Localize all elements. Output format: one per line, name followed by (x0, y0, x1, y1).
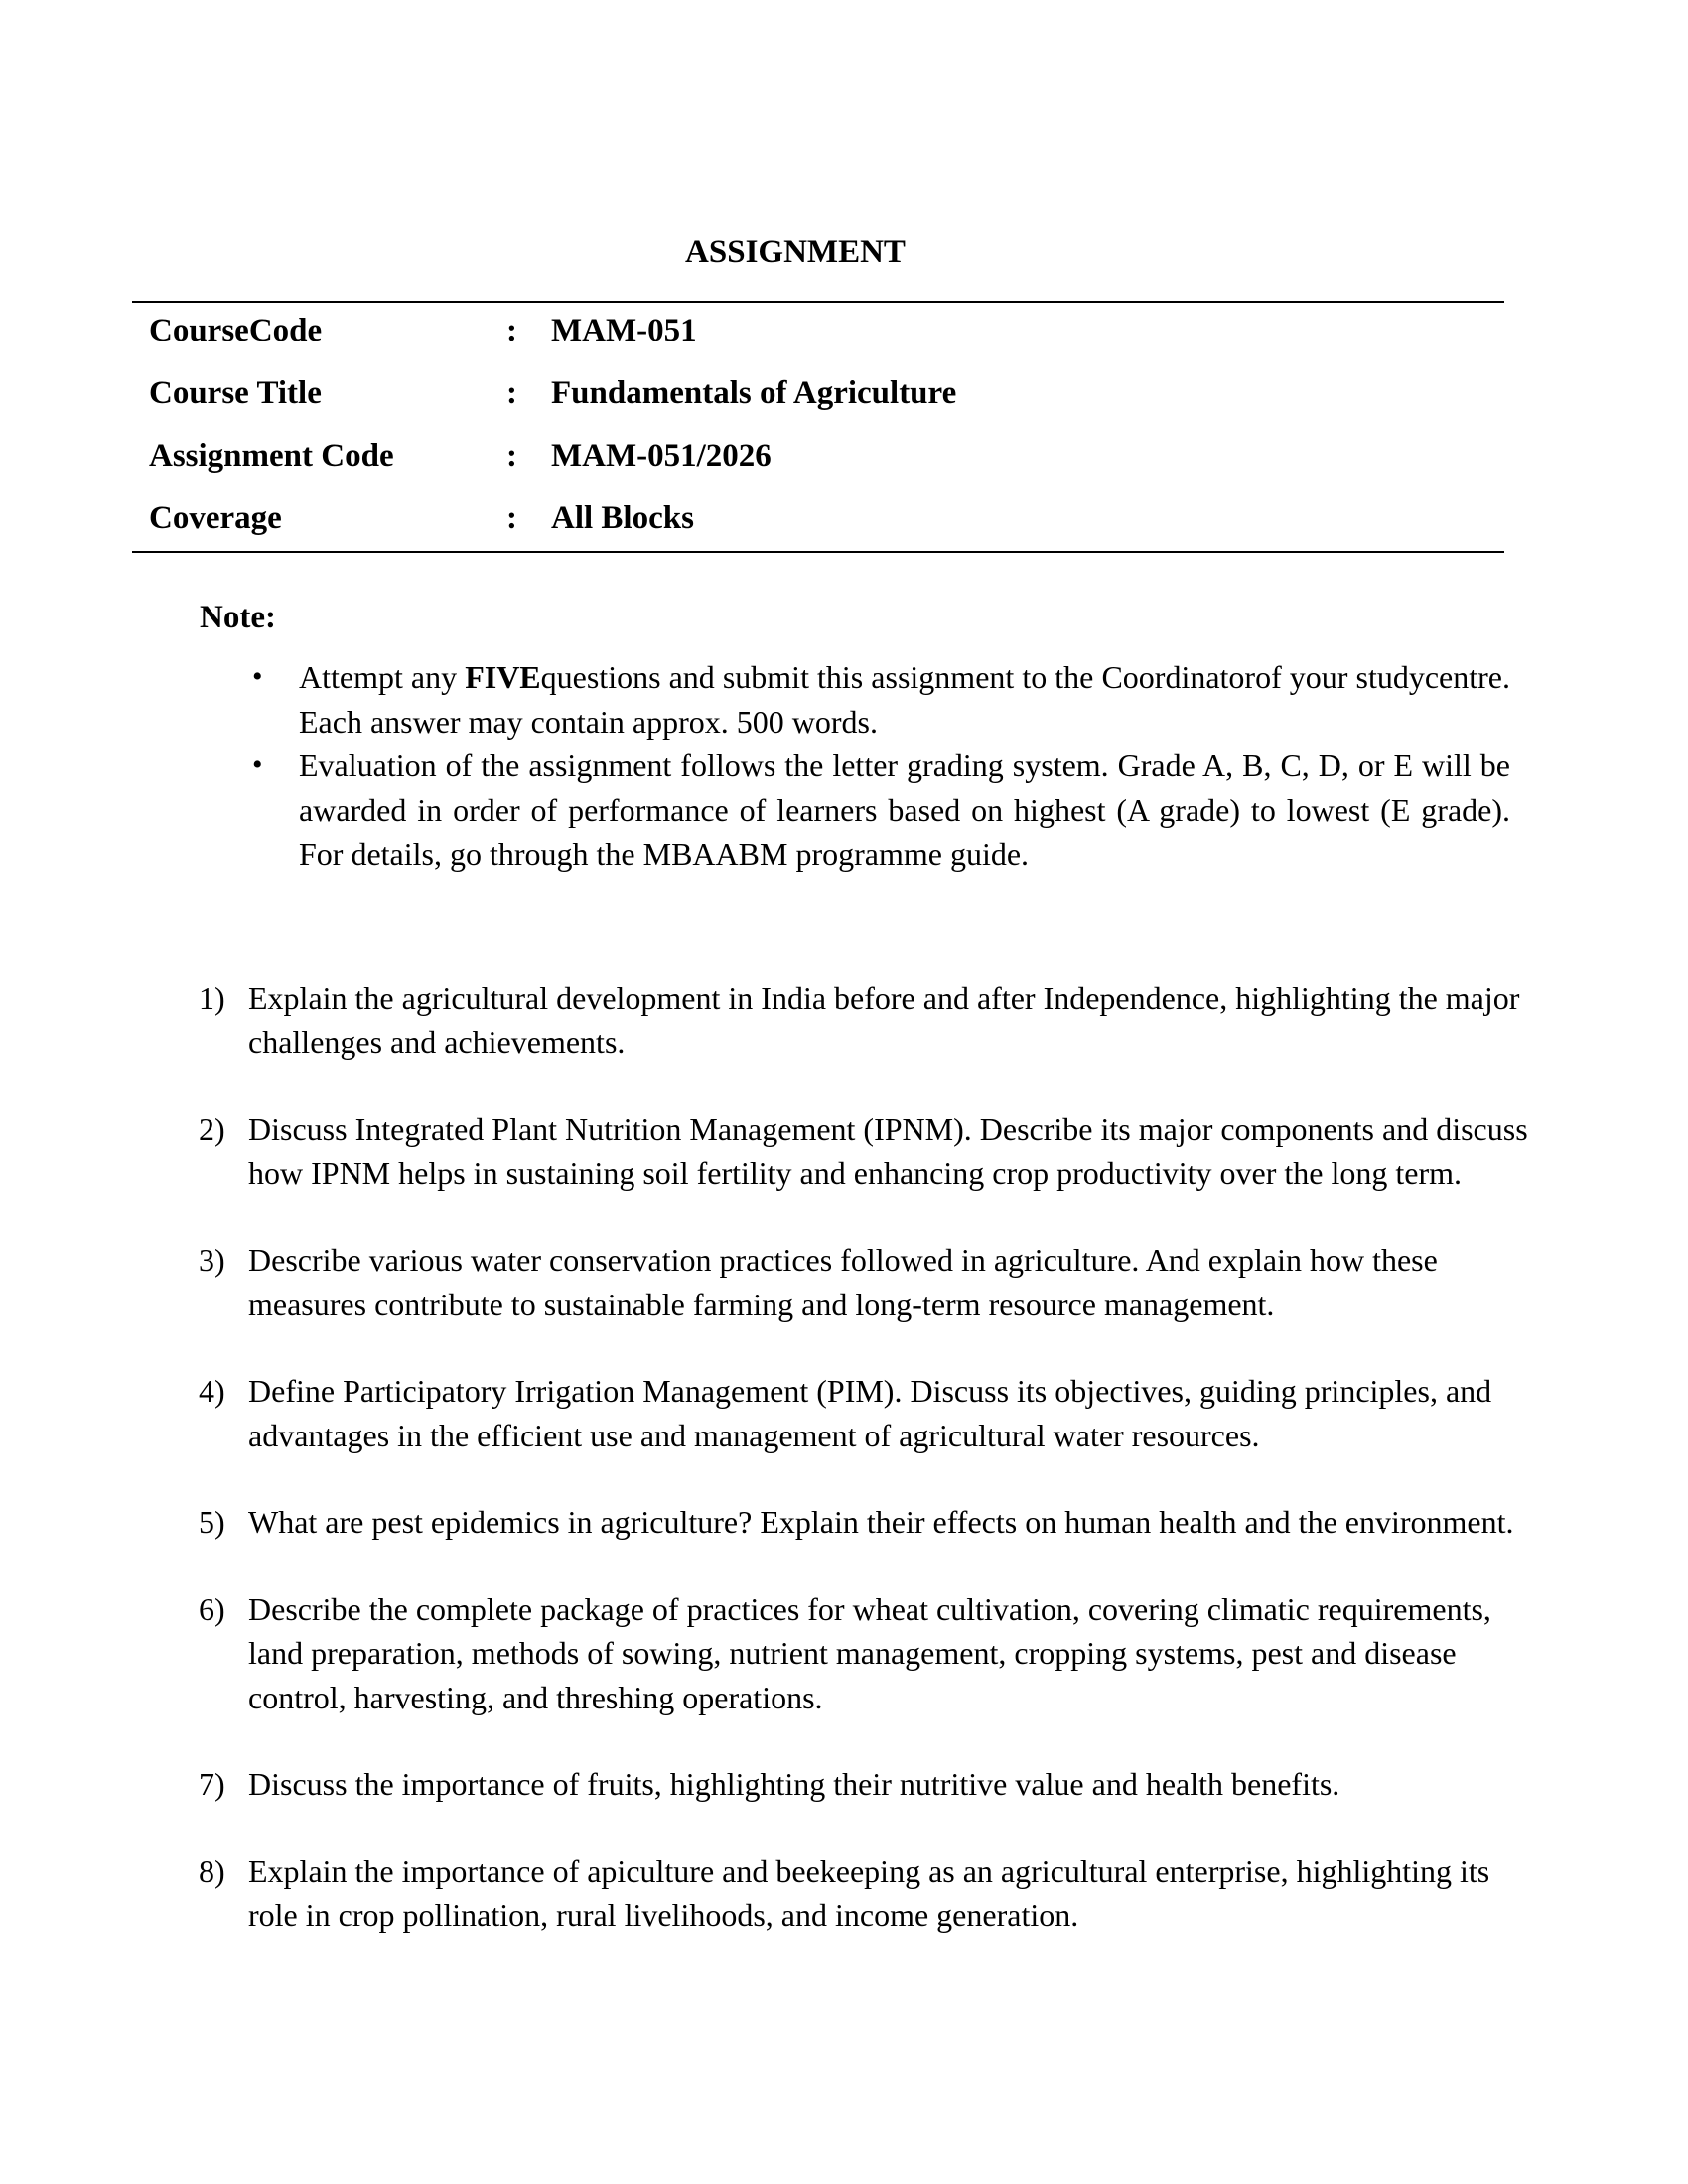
question-text: Discuss the importance of fruits, highlighting their nutritive value and health benefits. (248, 1766, 1340, 1802)
question-text: Explain the agricultural development in India before and after Independence, highlighting the major challenges and achievements. (248, 980, 1520, 1060)
question-item (199, 1500, 1539, 1545)
question-text: Define Participatory Irrigation Management (PIM). Discuss its objectives, guiding principles, and advantages in the efficient use and management of agricultural water resources. (248, 1373, 1492, 1453)
meta-label: CourseCode (149, 313, 323, 348)
question-number: 3) (199, 1242, 225, 1278)
note-bullet-text-post: questions and submit this assignment to the Coordinatorof your studycentre. Each answer may contain approx. 500 words. (299, 659, 1511, 740)
header-bottom-rule (132, 551, 1504, 553)
question-text: Discuss Integrated Plant Nutrition Management (IPNM). Describe its major components and discuss how IPNM helps in sustaining soil fertility and enhancing crop productivity over the long term. (248, 1111, 1528, 1191)
question-number: 4) (199, 1373, 225, 1409)
meta-colon: : (506, 438, 517, 474)
question-item (199, 1238, 1539, 1326)
bullet-icon: • (252, 660, 263, 693)
question-text: Explain the importance of apiculture and beekeeping as an agricultural enterprise, highlighting its role in crop pollination, rural livelihoods, and income generation. (248, 1852, 1490, 1933)
meta-label: Assignment Code (149, 438, 394, 474)
question-number: 6) (199, 1590, 225, 1627)
question-item (199, 1369, 1539, 1457)
note-bullet-list (252, 655, 1511, 877)
note-bullet-text-pre: Attempt any (299, 659, 466, 695)
question-number: 5) (199, 1504, 225, 1540)
note-bullet-text: Evaluation of the assignment follows the letter grading system. Grade A, B, C, D, or E will be awarded in order of performance of learners based on highest (A grade) to lowest (E grade). For details, go through the MBAABM programme guide. (299, 748, 1510, 872)
meta-label: Coverage (149, 500, 282, 536)
question-number: 7) (199, 1766, 225, 1802)
question-item (199, 1849, 1539, 1938)
question-text: Describe various water conservation practices followed in agriculture. And explain how these measures contribute to sustainable farming and long-term resource management. (248, 1242, 1438, 1322)
note-bullet-item (252, 655, 1511, 744)
meta-colon: : (506, 500, 517, 536)
meta-label: Course Title (149, 375, 322, 411)
question-item (199, 1762, 1539, 1807)
meta-colon: : (506, 313, 517, 348)
meta-value: All Blocks (551, 500, 694, 536)
note-bullet-item (252, 744, 1510, 877)
note-bullet-text-bold: FIVE (465, 659, 541, 695)
meta-value: Fundamentals of Agriculture (551, 375, 957, 411)
question-list (199, 976, 1539, 1980)
question-item (199, 976, 1539, 1064)
question-number: 1) (199, 980, 225, 1016)
meta-colon: : (506, 375, 517, 411)
note-heading: Note: (200, 600, 276, 635)
meta-value: MAM-051/2026 (551, 438, 772, 474)
question-number: 8) (199, 1852, 225, 1889)
bullet-icon: • (252, 749, 263, 781)
question-item (199, 1107, 1539, 1195)
question-number: 2) (199, 1111, 225, 1147)
page-title: ASSIGNMENT (685, 234, 906, 270)
question-text: Describe the complete package of practices for wheat cultivation, covering climatic requirements, land preparation, methods of sowing, nutrient management, cropping systems, pest and disease control, harvesting, and threshing operations. (248, 1590, 1491, 1715)
question-item (199, 1587, 1539, 1720)
header-top-rule (132, 301, 1504, 303)
question-text: What are pest epidemics in agriculture? Explain their effects on human health and the environment. (248, 1504, 1514, 1540)
meta-value: MAM-051 (551, 313, 697, 348)
